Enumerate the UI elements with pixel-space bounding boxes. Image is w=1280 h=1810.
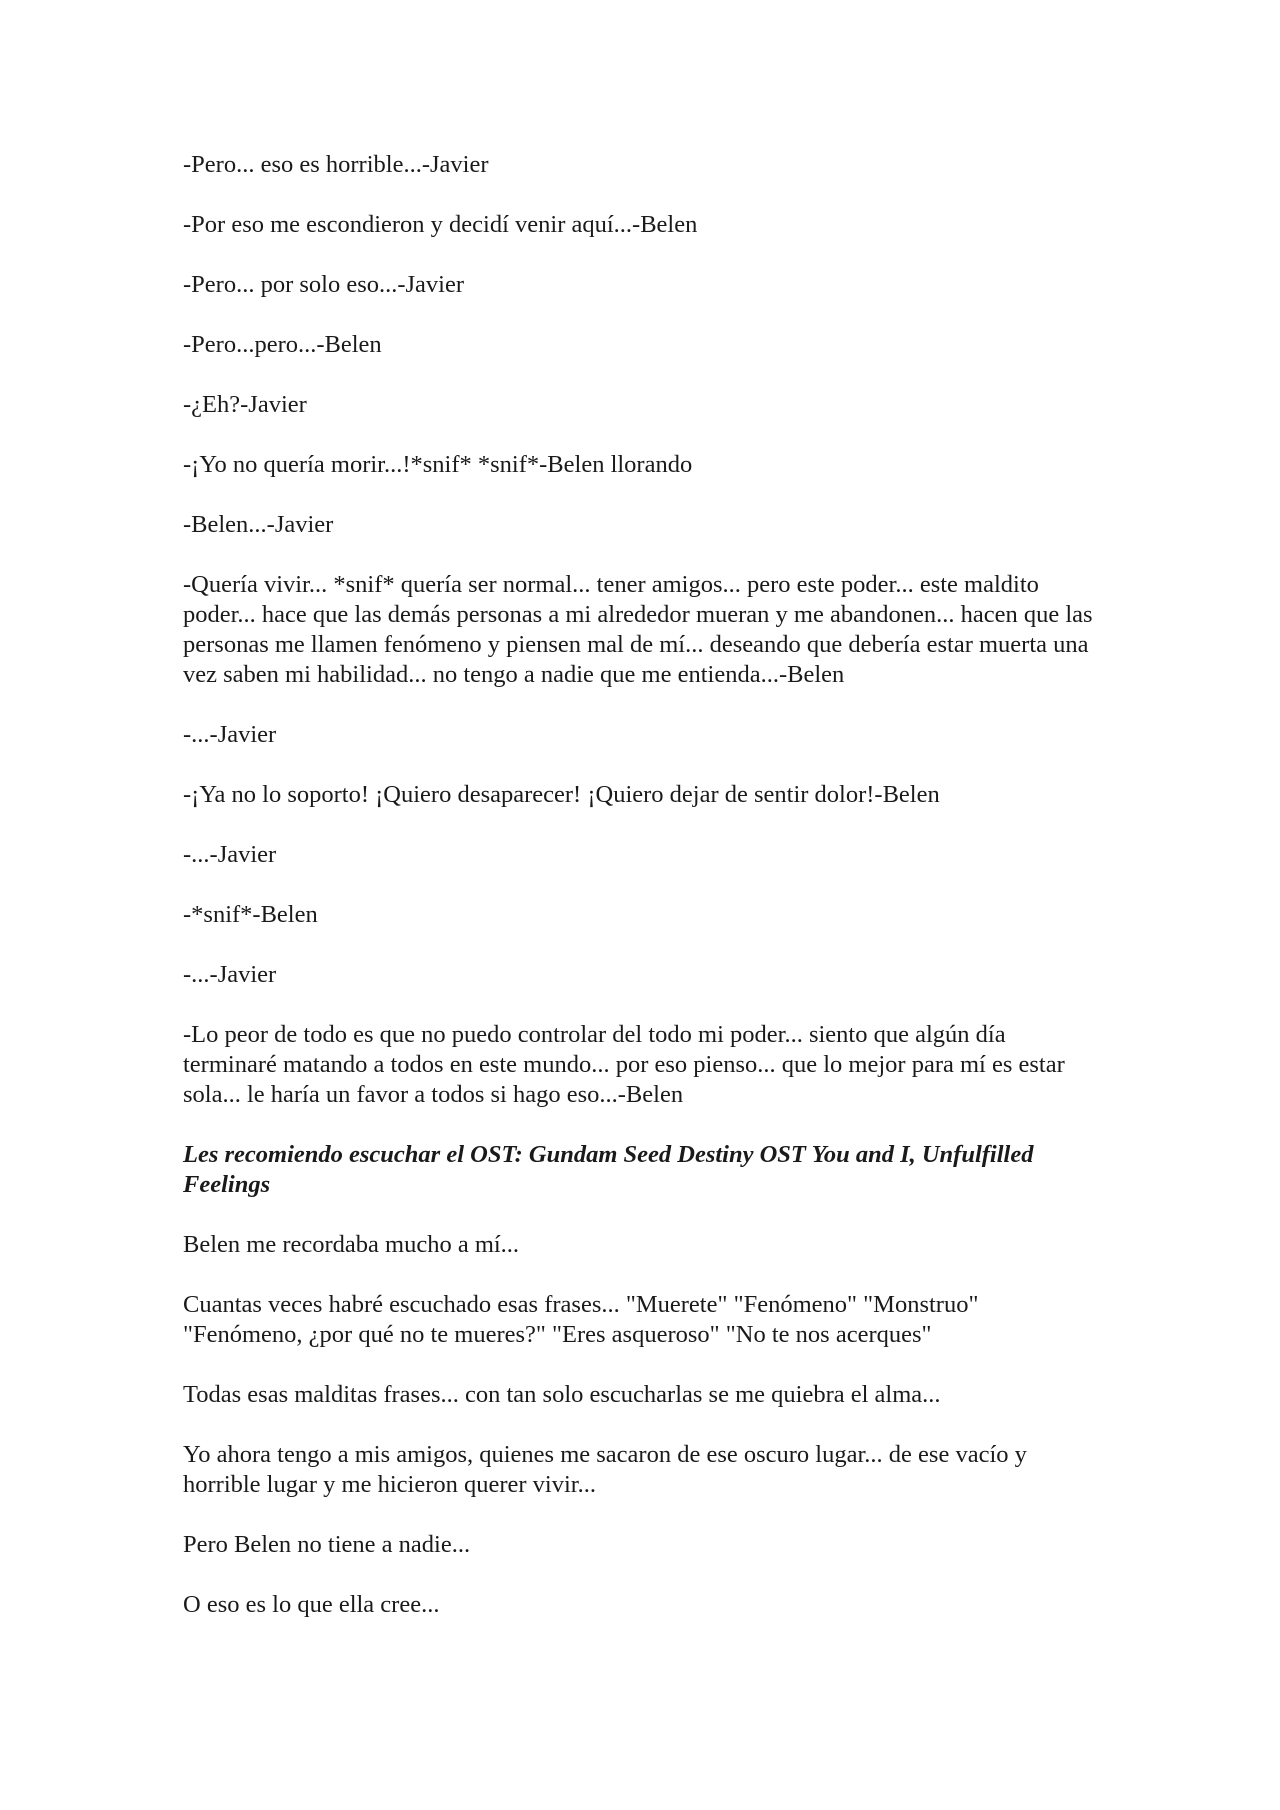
- paragraph: -...-Javier: [183, 961, 277, 988]
- paragraph: -Por eso me escondieron y decidí venir aquí...-Belen: [183, 211, 698, 238]
- paragraph: -¡Yo no quería morir...!*snif* *snif*-Belen llorando: [183, 451, 693, 478]
- paragraph: O eso es lo que ella cree...: [183, 1591, 440, 1618]
- paragraph: -...-Javier: [183, 841, 277, 868]
- paragraph: -Belen...-Javier: [183, 511, 334, 538]
- paragraph: -Pero... eso es horrible...-Javier: [183, 151, 489, 178]
- paragraph: Belen me recordaba mucho a mí...: [183, 1231, 520, 1258]
- paragraph: Todas esas malditas frases... con tan solo escucharlas se me quiebra el alma...: [183, 1381, 941, 1408]
- paragraph: -...-Javier: [183, 721, 277, 748]
- paragraph: -Quería vivir... *snif* quería ser normal... tener amigos... pero este poder... este maldito poder... hace que las demás personas a mi alrededor mueran y me abandonen... hacen que las personas me llamen fenómeno y piensen mal de mí... deseando que debería estar muerta una vez saben mi habilidad... no tengo a nadie que me entienda...-Belen: [183, 571, 1093, 688]
- paragraph: Cuantas veces habré escuchado esas frases... "Muerete" "Fenómeno" "Monstruo" "Fenómeno, ¿por qué no te mueres?" "Eres asqueroso" "No te nos acerques": [183, 1291, 979, 1348]
- paragraph: -¿Eh?-Javier: [183, 391, 307, 418]
- ost-recommendation: Les recomiendo escuchar el OST: Gundam Seed Destiny OST You and I, Unfulfilled Feelings: [183, 1141, 1034, 1198]
- paragraph: -Pero... por solo eso...-Javier: [183, 271, 465, 298]
- paragraph: -¡Ya no lo soporto! ¡Quiero desaparecer! ¡Quiero dejar de sentir dolor!-Belen: [183, 781, 940, 808]
- text-column: [183, 150, 1098, 1650]
- paragraph: -*snif*-Belen: [183, 901, 318, 928]
- paragraph: Pero Belen no tiene a nadie...: [183, 1531, 471, 1558]
- paragraph: Yo ahora tengo a mis amigos, quienes me sacaron de ese oscuro lugar... de ese vacío y horrible lugar y me hicieron querer vivir...: [183, 1441, 1027, 1498]
- paragraph: -Pero...pero...-Belen: [183, 331, 382, 358]
- paragraph: -Lo peor de todo es que no puedo controlar del todo mi poder... siento que algún día terminaré matando a todos en este mundo... por eso pienso... que lo mejor para mí es estar sola... le haría un favor a todos si hago eso...-Belen: [183, 1021, 1065, 1108]
